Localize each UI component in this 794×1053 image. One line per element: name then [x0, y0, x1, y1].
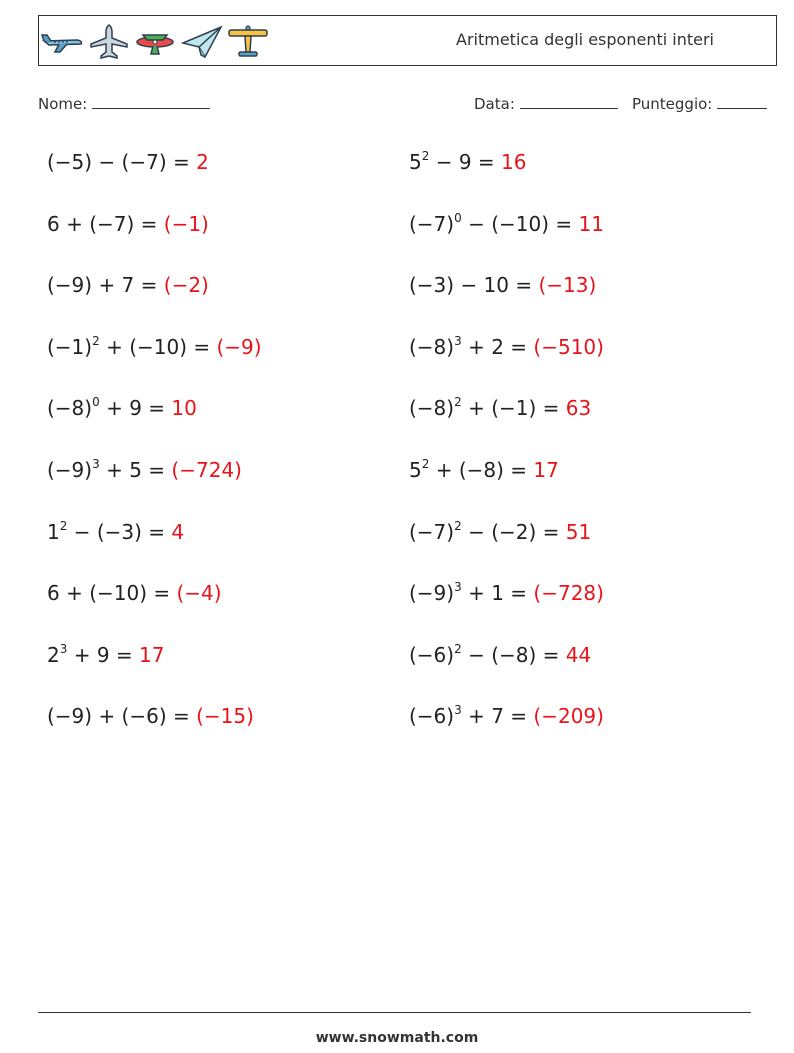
problem-expression: (−9) + 7 =	[47, 273, 158, 298]
footer-divider	[38, 1012, 751, 1013]
problem-exponent: 3	[454, 703, 462, 718]
problem-exponent: 0	[454, 210, 462, 225]
problem-item	[409, 273, 596, 297]
footer-url: www.snowmath.com	[315, 1030, 479, 1046]
problem-answer: 2	[196, 150, 209, 174]
problem-answer: (−9)	[216, 334, 262, 359]
problem-exponent: 3	[454, 580, 462, 595]
problem-answer: 51	[565, 519, 592, 544]
problem-answer: (−510)	[533, 334, 604, 359]
propeller-plane-icon	[133, 27, 177, 57]
problem-expression: (−6)	[409, 704, 455, 729]
score-field[interactable]	[632, 94, 767, 113]
problem-item	[47, 643, 165, 667]
problem-expression: (−9)	[409, 581, 455, 606]
problem-expression: 6 + (−7) =	[47, 211, 158, 236]
problem-answer: (−209)	[533, 704, 604, 729]
problem-item	[47, 396, 197, 420]
problem-item	[47, 520, 184, 544]
problem-expression: 6 + (−10) =	[47, 581, 171, 606]
problem-answer: 63	[565, 396, 592, 421]
name-label: Nome:	[38, 95, 88, 113]
problem-answer: 17	[139, 642, 165, 667]
score-blank[interactable]	[717, 94, 767, 109]
problem-exponent: 2	[59, 518, 68, 533]
problem-expression: (−8)	[47, 396, 93, 421]
problem-item	[47, 335, 262, 359]
problem-expression: (−1)	[47, 334, 93, 359]
problem-answer: 10	[171, 396, 197, 421]
biplane-icon	[227, 24, 269, 60]
worksheet-title: Aritmetica degli esponenti interi	[456, 30, 714, 49]
problem-exponent: 0	[92, 395, 100, 410]
problem-expression: (−9)	[47, 458, 93, 482]
problem-item	[409, 643, 591, 667]
airplane-top-icon	[89, 24, 129, 60]
problem-answer: (−13)	[538, 273, 597, 298]
problem-expression-rest: + 9 =	[99, 396, 166, 421]
problem-exponent: 2	[454, 518, 462, 533]
problem-answer: (−728)	[533, 581, 604, 606]
problem-item	[47, 273, 209, 297]
problem-exponent: 2	[421, 149, 430, 163]
problem-expression: (−3) − 10 =	[409, 273, 533, 298]
problem-item	[47, 150, 209, 174]
problem-answer: 11	[578, 211, 604, 236]
problem-answer: (−15)	[196, 704, 254, 729]
problem-answer: 4	[171, 519, 185, 544]
problem-exponent: 2	[454, 395, 462, 410]
problem-expression-rest: + 1 =	[461, 581, 528, 606]
problem-item	[47, 458, 242, 482]
date-field[interactable]	[474, 94, 618, 113]
problem-item	[47, 581, 222, 605]
problem-expression-rest: − 9 =	[429, 150, 495, 174]
name-field[interactable]	[38, 94, 210, 113]
problem-expression-rest: + 5 =	[99, 458, 166, 482]
date-blank[interactable]	[520, 94, 618, 109]
problem-expression: 5	[409, 150, 422, 174]
problem-item	[47, 704, 254, 728]
worksheet-header	[38, 15, 777, 66]
problem-item	[409, 520, 591, 544]
problem-exponent: 3	[92, 457, 100, 471]
problem-expression: (−9) + (−6) =	[47, 704, 190, 729]
score-label: Punteggio:	[632, 95, 713, 113]
problem-expression-rest: + (−8) =	[429, 458, 528, 482]
paper-plane-icon	[181, 25, 223, 59]
problem-expression: (−8)	[409, 396, 455, 421]
problem-answer: (−2)	[163, 273, 209, 298]
problem-answer: (−1)	[163, 211, 209, 236]
problem-expression-rest: + (−1) =	[461, 396, 560, 421]
problem-expression-rest: + (−10) =	[99, 334, 211, 359]
header-icons	[41, 24, 269, 60]
problem-item	[409, 458, 559, 482]
problem-expression-rest: − (−2) =	[461, 519, 560, 544]
problem-exponent: 2	[454, 641, 462, 656]
problem-item	[409, 150, 527, 174]
problem-expression-rest: − (−8) =	[461, 642, 560, 667]
airliner-icon	[41, 27, 85, 57]
problem-exponent: 3	[59, 641, 68, 656]
problem-exponent: 2	[421, 457, 430, 471]
problem-answer: 16	[501, 150, 527, 174]
problem-answer: 44	[565, 642, 592, 667]
problem-answer: (−4)	[176, 581, 222, 606]
problem-expression-rest: + 9 =	[67, 642, 133, 667]
problem-expression-rest: − (−3) =	[67, 519, 166, 544]
problem-expression-rest: − (−10) =	[461, 211, 573, 236]
problem-exponent: 3	[454, 333, 462, 348]
problem-item	[409, 396, 591, 420]
name-blank[interactable]	[92, 94, 210, 109]
problem-item	[409, 335, 604, 359]
problem-item	[409, 581, 604, 605]
problem-answer: (−724)	[171, 458, 242, 482]
problem-answer: 17	[533, 458, 559, 482]
problem-item	[409, 212, 604, 236]
problem-expression: (−6)	[409, 642, 455, 667]
date-label: Data:	[474, 95, 515, 113]
problem-item	[47, 212, 209, 236]
problem-expression: (−7)	[409, 211, 455, 236]
problem-exponent: 2	[92, 333, 100, 348]
problem-expression: 2	[47, 642, 60, 667]
problem-expression: 1	[47, 519, 60, 544]
problem-item	[409, 704, 604, 728]
problem-expression: (−8)	[409, 334, 455, 359]
problem-expression: (−7)	[409, 519, 455, 544]
problem-expression-rest: + 7 =	[461, 704, 528, 729]
problem-expression: 5	[409, 458, 422, 482]
problem-expression: (−5) − (−7) =	[47, 150, 190, 174]
problem-expression-rest: + 2 =	[461, 334, 528, 359]
